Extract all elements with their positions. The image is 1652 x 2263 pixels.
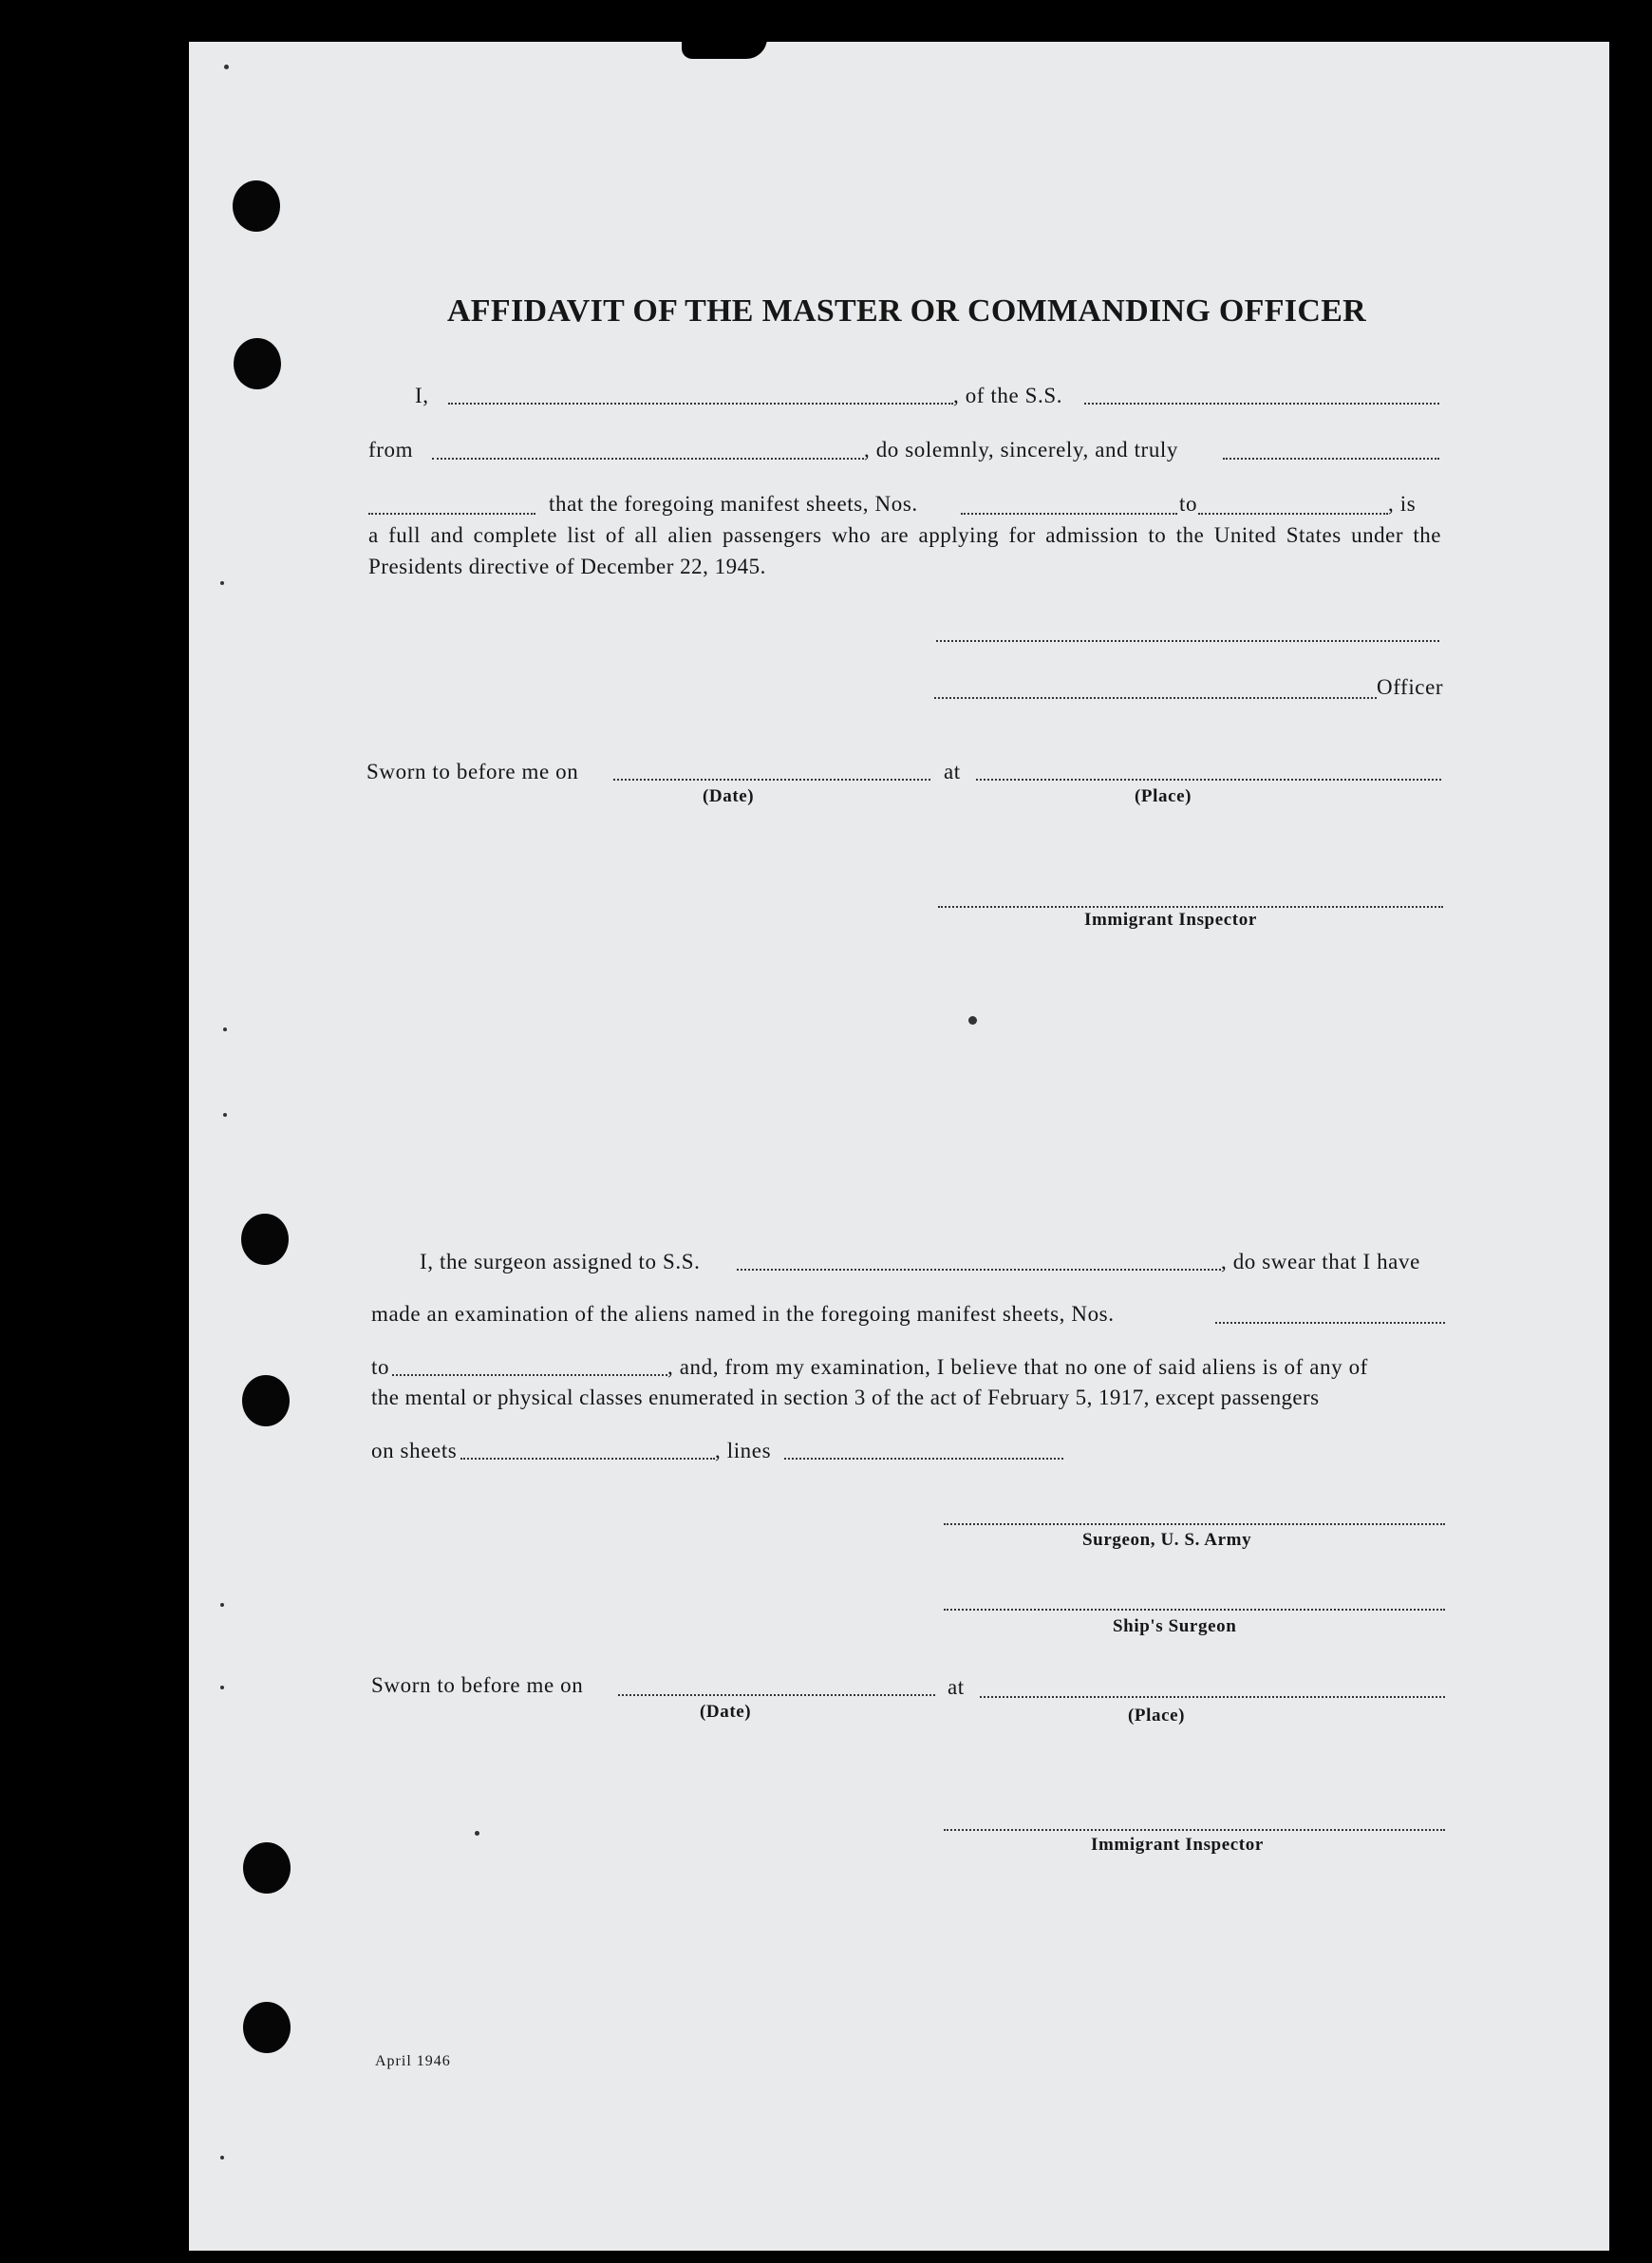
master-name-field[interactable] (448, 403, 953, 405)
army-surgeon-caption: Surgeon, U. S. Army (1082, 1530, 1252, 1550)
inspector-caption: Immigrant Inspector (1084, 910, 1257, 930)
surgeon-ship-field[interactable] (737, 1269, 1221, 1271)
footer-date: April 1946 (375, 2053, 451, 2069)
army-surgeon-signature-line[interactable] (944, 1523, 1445, 1525)
punch-hole (233, 180, 280, 232)
on-sheets-label: on sheets (371, 1439, 458, 1462)
surgeon-line4: the mental or physical classes enumerated in section 3 of the act of February 5, 1917, except passengers (371, 1386, 1320, 1409)
surgeon-line2: made an examination of the aliens named in the foregoing manifest sheets, Nos. (371, 1302, 1115, 1326)
surgeon-to-label: to (371, 1355, 390, 1379)
manifest-sheets-label: that the foregoing manifest sheets, Nos. (549, 492, 918, 516)
ship-surgeon-caption: Ship's Surgeon (1113, 1616, 1237, 1636)
speck (223, 1113, 227, 1117)
speck (220, 1603, 224, 1607)
officer-signature-line[interactable] (936, 640, 1439, 642)
sheets-to-field[interactable] (1198, 513, 1388, 515)
officer-label: Officer (1377, 675, 1444, 699)
lines-label: , lines (715, 1439, 772, 1462)
punch-hole (234, 338, 281, 389)
sworn-label-2: Sworn to before me on (371, 1673, 584, 1697)
speck (224, 65, 229, 69)
master-declaration-text: a full and complete list of all alien passengers who are applying for admission to the United States under the Presidents directive of December 22, 1945. (368, 523, 1441, 578)
do-solemnly-label: , do solemnly, sincerely, and truly (864, 438, 1179, 462)
sworn-label: Sworn to before me on (366, 760, 579, 783)
ship-name-field[interactable] (1084, 403, 1439, 405)
sworn-date-field-2[interactable] (618, 1694, 935, 1696)
sworn-place-field[interactable] (976, 779, 1441, 781)
inspector-caption-2: Immigrant Inspector (1091, 1835, 1264, 1855)
surgeon-sheets-field[interactable] (1215, 1322, 1445, 1324)
form-title: AFFIDAVIT OF THE MASTER OR COMMANDING OFFICER (446, 293, 1367, 329)
at-label-2: at (948, 1675, 965, 1699)
speck (220, 581, 224, 585)
sworn-date-field[interactable] (613, 779, 930, 781)
date-caption: (Date) (703, 786, 755, 806)
place-caption: (Place) (1135, 786, 1192, 806)
punch-hole (243, 1842, 291, 1894)
punch-hole (241, 1214, 289, 1265)
of-the-ss-label: , of the S.S. (953, 384, 1063, 407)
oath-field[interactable] (1223, 458, 1439, 460)
is-label: , is (1388, 492, 1417, 516)
oath-verb-field[interactable] (368, 513, 535, 515)
from-port-field[interactable] (432, 458, 864, 460)
surgeon-line3: , and, from my examination, I believe that no one of said aliens is of any of (667, 1355, 1368, 1379)
punch-hole (242, 1375, 290, 1426)
torn-edge (682, 38, 767, 59)
speck (220, 2156, 224, 2159)
lines-field[interactable] (784, 1458, 1063, 1460)
ship-surgeon-signature-line[interactable] (944, 1609, 1445, 1611)
speck (968, 1016, 977, 1025)
speck (223, 1028, 227, 1031)
sworn-place-field-2[interactable] (980, 1696, 1445, 1698)
inspector-signature-line-2[interactable] (944, 1829, 1445, 1831)
place-caption-2: (Place) (1128, 1706, 1186, 1726)
surgeon-line1-end: , do swear that I have (1221, 1250, 1420, 1273)
officer-title-line[interactable] (934, 697, 1377, 699)
punch-hole (243, 2002, 291, 2053)
at-label: at (944, 760, 961, 783)
surgeon-line1: I, the surgeon assigned to S.S. (420, 1250, 701, 1273)
form-page (189, 42, 1609, 2251)
inspector-signature-line[interactable] (938, 906, 1443, 908)
on-sheets-field[interactable] (460, 1458, 715, 1460)
surgeon-to-field[interactable] (392, 1374, 667, 1376)
sheets-from-field[interactable] (961, 513, 1177, 515)
i-label: I, (415, 384, 429, 407)
speck (475, 1831, 479, 1836)
from-label: from (368, 438, 414, 462)
date-caption-2: (Date) (700, 1702, 752, 1722)
speck (220, 1686, 224, 1689)
to-label: to (1179, 492, 1198, 516)
